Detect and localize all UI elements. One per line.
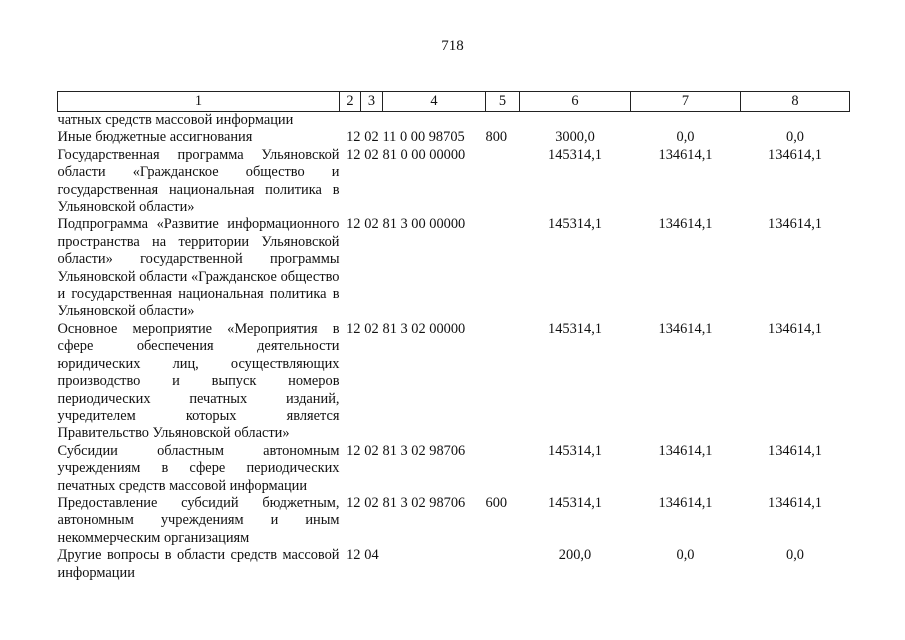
cell-subsection: 02 <box>364 442 379 459</box>
row-name: Основное мероприятие «Мероприятия в сфере обеспечения деятельности юридических лиц, осуществляющих производство и выпуск номеров периодических печатных изданий, учредителем которых является Правительство Ульяновской области» <box>57 320 340 442</box>
cell-target-article: 81 0 00 00000 <box>382 146 466 163</box>
cell-amount-8: 134614,1 <box>768 494 822 511</box>
cell-amount-7: 134614,1 <box>658 146 713 163</box>
cell-amount-6: 145314,1 <box>548 442 602 459</box>
cell-section: 12 <box>346 442 361 459</box>
cell-amount-7: 134614,1 <box>658 442 713 459</box>
table-row <box>58 547 850 582</box>
cell-amount-7: 0,0 <box>676 547 695 564</box>
column-header: 7 <box>631 92 741 112</box>
cell-section: 12 <box>346 547 361 564</box>
cell-amount-6: 145314,1 <box>548 146 602 163</box>
cell-amount-7: 134614,1 <box>658 494 713 511</box>
row-name: Другие вопросы в области средств массовой информации <box>57 547 340 581</box>
cell-section: 12 <box>346 494 361 511</box>
cell-amount-8: 134614,1 <box>768 442 822 459</box>
table-row <box>58 321 850 443</box>
cell-amount-7: 134614,1 <box>658 320 713 337</box>
row-name: чатных средств массовой информации <box>57 112 294 128</box>
cell-target-article: 81 3 00 00000 <box>382 216 466 233</box>
cell-expense-type: 600 <box>485 494 508 511</box>
cell-amount-8: 0,0 <box>786 129 804 146</box>
cell-target-article: 81 3 02 98706 <box>382 494 466 511</box>
cell-subsection: 02 <box>364 129 379 146</box>
table-header-row <box>58 92 850 112</box>
cell-subsection: 02 <box>364 494 379 511</box>
table-row <box>58 443 850 495</box>
cell-section <box>340 112 361 130</box>
cell-target-article: 81 3 02 00000 <box>382 320 466 337</box>
cell-expense-type <box>486 321 520 443</box>
table-row <box>58 216 850 320</box>
cell-amount-8: 134614,1 <box>768 320 822 337</box>
cell-amount-6: 145314,1 <box>548 320 602 337</box>
cell-amount-7: 134614,1 <box>658 216 713 233</box>
table-row <box>58 495 850 547</box>
cell-amount-8 <box>741 112 850 130</box>
cell-subsection: 02 <box>364 146 379 163</box>
table-row <box>58 147 850 217</box>
cell-amount-6: 3000,0 <box>555 129 595 146</box>
cell-amount-8: 134614,1 <box>768 146 822 163</box>
row-name: Государственная программа Ульяновской области «Гражданское общество и государственная национальная политика в Ульяновской области» <box>57 146 340 216</box>
cell-amount-7 <box>631 112 741 130</box>
cell-section: 12 <box>346 146 361 163</box>
cell-target-article: 11 0 00 98705 <box>382 129 465 146</box>
cell-subsection <box>361 112 383 130</box>
cell-expense-type <box>486 147 520 217</box>
column-header: 2 <box>340 92 361 112</box>
cell-expense-type <box>486 443 520 495</box>
cell-expense-type <box>486 216 520 320</box>
column-header: 3 <box>361 92 383 112</box>
cell-amount-8: 134614,1 <box>768 216 822 233</box>
row-name: Предоставление субсидий бюджетным, автономным учреждениям и иным некоммерческим организациям <box>57 494 340 546</box>
cell-amount-6 <box>520 112 631 130</box>
cell-expense-type <box>486 112 520 130</box>
cell-subsection: 04 <box>364 547 379 564</box>
cell-expense-type: 800 <box>485 129 508 146</box>
row-name: Субсидии областным автономным учреждениям в сфере периодических печатных средств массовой информации <box>57 442 340 494</box>
cell-section: 12 <box>346 320 361 337</box>
page-number: 718 <box>441 38 464 54</box>
column-header: 8 <box>741 92 850 112</box>
cell-section: 12 <box>346 216 361 233</box>
budget-table <box>57 91 850 582</box>
cell-amount-7: 0,0 <box>676 129 695 146</box>
cell-expense-type <box>486 547 520 582</box>
cell-amount-6: 145314,1 <box>548 494 602 511</box>
cell-target-article <box>383 547 486 582</box>
table-row <box>58 112 850 130</box>
cell-target-article: 81 3 02 98706 <box>382 442 466 459</box>
cell-section: 12 <box>346 129 361 146</box>
cell-target-article <box>383 112 486 130</box>
column-header: 1 <box>58 92 340 112</box>
table-row <box>58 129 850 146</box>
cell-subsection: 02 <box>364 216 379 233</box>
column-header: 4 <box>383 92 486 112</box>
cell-amount-6: 200,0 <box>558 547 592 564</box>
column-header: 5 <box>486 92 520 112</box>
row-name: Подпрограмма «Развитие информационного пространства на территории Ульяновской области» государственной программы Ульяновской области «Гражданское общество и государственная национальная политика в Ульяновской области» <box>57 216 340 320</box>
cell-amount-8: 0,0 <box>786 547 804 564</box>
row-name: Иные бюджетные ассигнования <box>57 129 253 146</box>
column-header: 6 <box>520 92 631 112</box>
cell-amount-6: 145314,1 <box>548 216 602 233</box>
cell-subsection: 02 <box>364 320 379 337</box>
